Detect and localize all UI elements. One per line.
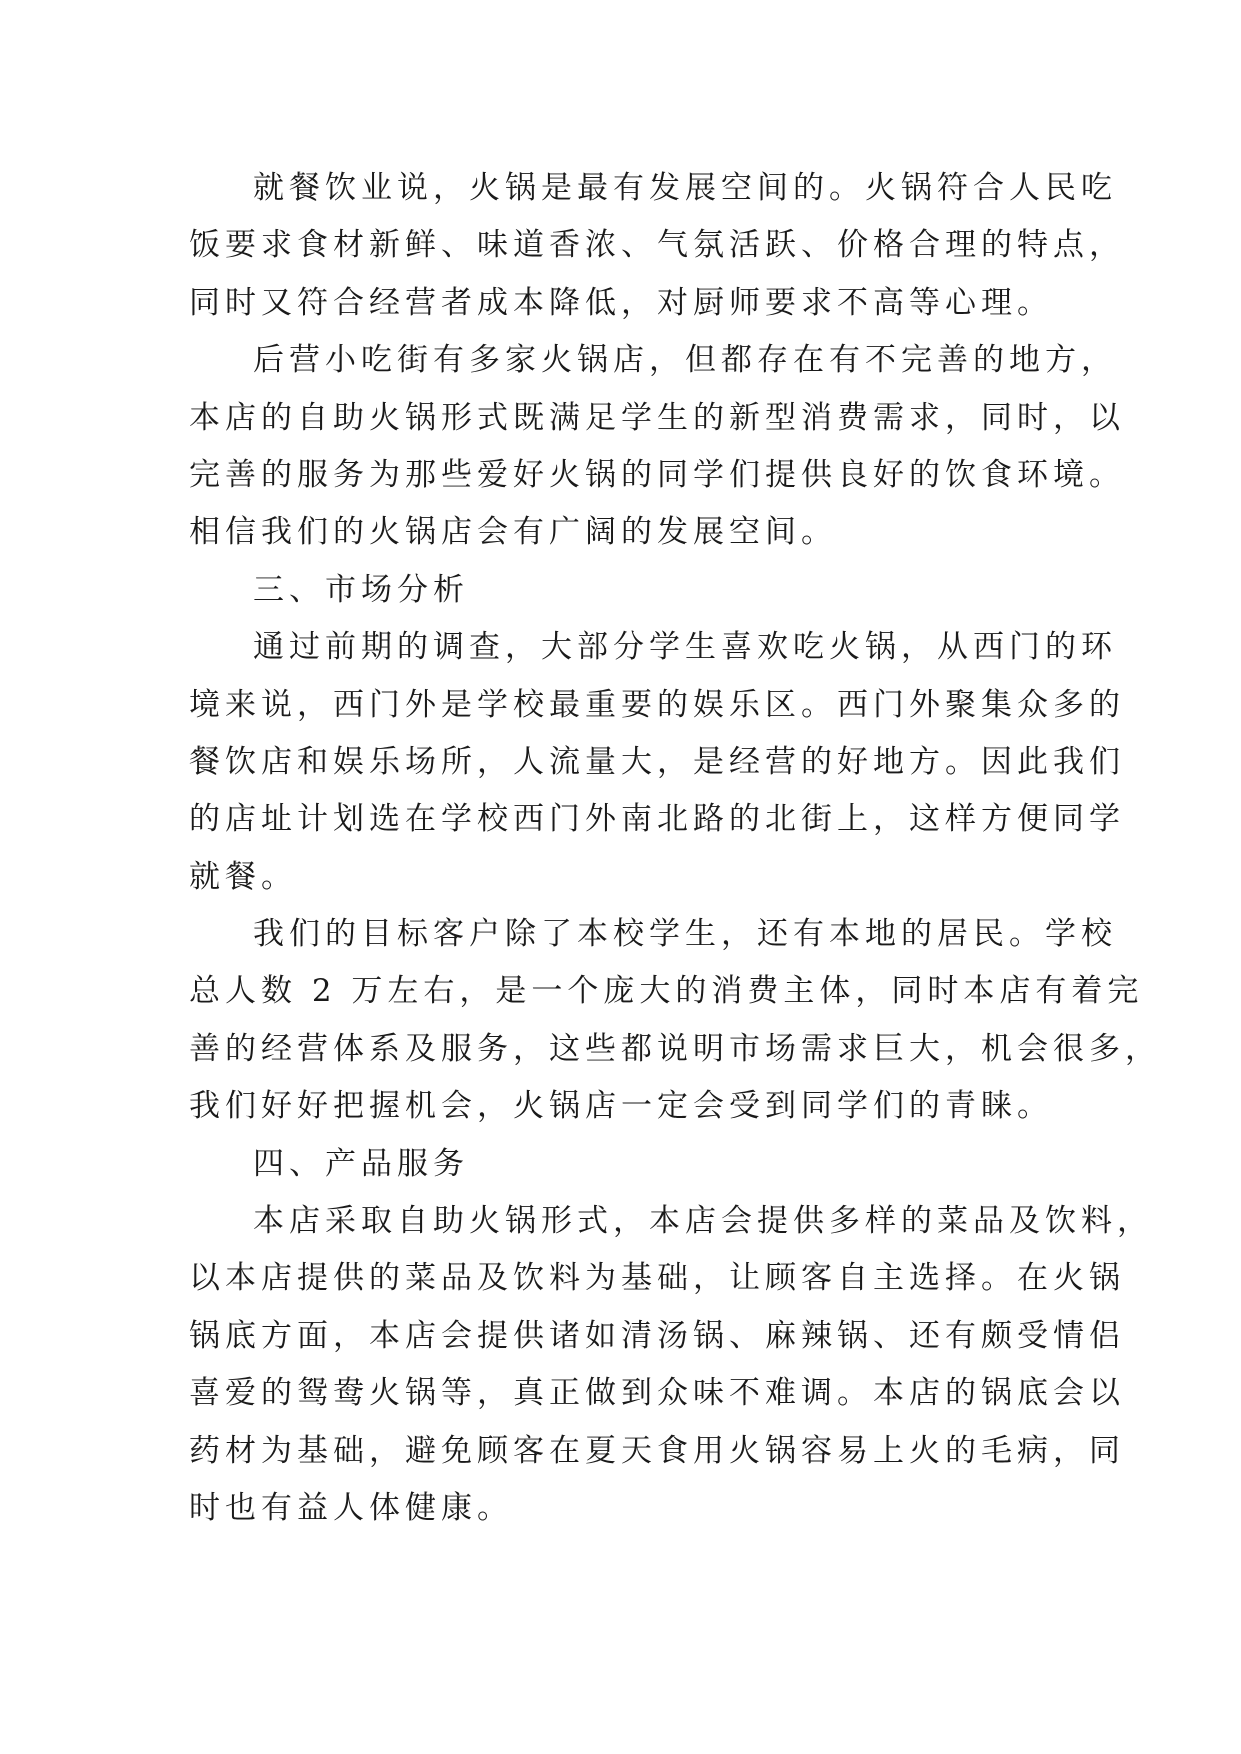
paragraph-line: 药材为基础，避免顾客在夏天食用火锅容易上火的毛病，同 [189, 1432, 1125, 1469]
paragraph-line: 时也有益人体健康。 [189, 1489, 513, 1526]
paragraph-line: 境来说，西门外是学校最重要的娱乐区。西门外聚集众多的 [189, 686, 1125, 723]
paragraph-2 [189, 332, 1125, 562]
paragraph-line: 锅底方面，本店会提供诸如清汤锅、麻辣锅、还有颇受情侣 [189, 1317, 1125, 1354]
paragraph-line: 通过前期的调查，大部分学生喜欢吃火锅，从西门的环 [253, 629, 1117, 666]
paragraph-line: 后营小吃街有多家火锅店，但都存在有不完善的地方， [253, 342, 1117, 379]
paragraph-line: 餐饮店和娱乐场所，人流量大，是经营的好地方。因此我们 [189, 743, 1125, 780]
paragraph-line: 总人数 2 万左右，是一个庞大的消费主体，同时本店有着完 [189, 973, 1144, 1010]
section-heading-market-analysis [189, 562, 1064, 619]
paragraph-line: 饭要求食材新鲜、味道香浓、气氛活跃、价格合理的特点， [189, 227, 1125, 264]
paragraph-line: 喜爱的鸳鸯火锅等，真正做到众味不难调。本店的锅底会以 [189, 1375, 1125, 1412]
paragraph-1 [189, 160, 1125, 332]
paragraph-line: 我们的目标客户除了本校学生，还有本地的居民。学校 [253, 916, 1117, 953]
paragraph-line: 完善的服务为那些爱好火锅的同学们提供良好的饮食环境。 [189, 456, 1125, 493]
paragraph-line: 就餐饮业说，火锅是最有发展空间的。火锅符合人民吃 [253, 170, 1117, 206]
paragraph-5 [189, 1193, 1153, 1537]
paragraph-line: 本店的自助火锅形式既满足学生的新型消费需求，同时，以 [189, 399, 1125, 436]
paragraph-line: 的店址计划选在学校西门外南北路的北街上，这样方便同学 [189, 801, 1125, 838]
paragraph-line: 就餐。 [189, 858, 297, 895]
paragraph-4 [189, 906, 1161, 1136]
paragraph-line: 本店采取自助火锅形式，本店会提供多样的菜品及饮料， [253, 1203, 1153, 1240]
section-heading-product-service [189, 1136, 1064, 1193]
paragraph-3 [189, 619, 1125, 906]
paragraph-line: 我们好好把握机会，火锅店一定会受到同学们的青睐。 [189, 1088, 1053, 1125]
section-heading: 三、市场分析 [253, 571, 469, 608]
section-heading: 四、产品服务 [253, 1145, 469, 1182]
paragraph-line: 同时又符合经营者成本降低，对厨师要求不高等心理。 [189, 284, 1053, 321]
paragraph-line: 善的经营体系及服务，这些都说明市场需求巨大，机会很多， [189, 1030, 1161, 1067]
document-body [189, 160, 1161, 1537]
paragraph-line: 相信我们的火锅店会有广阔的发展空间。 [189, 514, 837, 551]
paragraph-line: 以本店提供的菜品及饮料为基础，让顾客自主选择。在火锅 [189, 1260, 1125, 1297]
